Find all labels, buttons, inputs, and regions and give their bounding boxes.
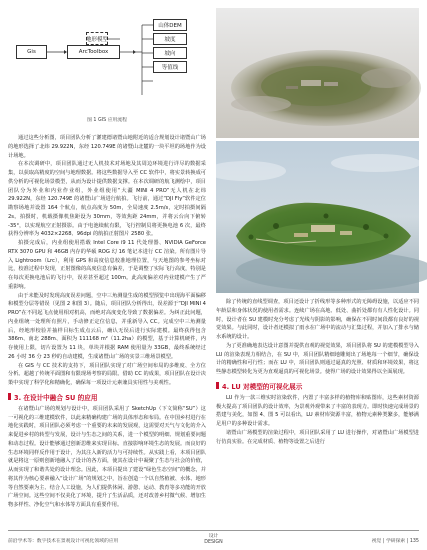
right-column — [216, 8, 419, 446]
section4-paragraph-2: 诸暨山广场模型的渲染过程中，项目团队采用了 LU 进行操作，对诸暨山广场模型进行仿真实验。在完成材质、植物等设置之后进行 — [216, 429, 419, 445]
section3-paragraph-2: 除了传统的直线型调查，项目还设计了折线形等多种形式的无障碍设施，以适应不同年龄层和身体状况的使用者需求。连续广场在高地、低处、曲折处都有有人性化设计。同时，设计者在 SU 建模时充分考虑了光线与阴影的影响，确保在不同时间段都有良好的视觉效果。与此同时，设计者还模拟了雨水在广场中的流动与汇集过程，并加入了排水与储水系统的设计。 — [216, 299, 419, 340]
section4-heading — [216, 381, 419, 391]
render-lower-image — [216, 141, 419, 293]
footer-logo-cn: 设计 — [208, 534, 219, 539]
heading-marker — [8, 393, 11, 400]
left-paragraph-3: 拍摄完成后，内业组使用搭载 Intel Core i9 11 代处理器、NVIDIA GeForce RTX 3070 GPU 和 46GB 内存的华硕 ROG 幻 16 笔记本进行 CC 渲染。所有图片导入 Lightroom（Lrc），利用 GPS 和高度信息校准地理位置，与天地图的参考坐标对比，校准过程中发现，正射图像的高度信息有偏差，于是调整了实际飞行高度，特别是在每次更换电池后的飞行中，误差甚至超过 100m。此高度偏差对内业建模产生了严重影响。 — [8, 240, 206, 290]
node-elevation-band: 等值线 — [153, 61, 187, 73]
node-gis: Gis — [16, 45, 47, 59]
footer-running-title: 前沿学术等：数字技术在景观设计可视化领域的应用 — [8, 539, 119, 544]
left-column — [8, 8, 206, 508]
footer-page-info: 视觉 | 学研探索 | 135 — [371, 539, 419, 544]
left-paragraph-4: 由于未能及时发现高度误差问题，空中三角测量生成的模型预览中出现海平面偏移和模型分层等错误（见图 2 和图 3）。随后，项目团队分析得出，误差源于“DJI MINI 4 PRO”在不同起飞点使用相对机高，而绝对高度变化导致了数据偏差。为纠正此问题，内业组统一处理所有照片，手动修正定位信息，并重新导入 CC。完成空中三角测量后，经地形校验并抽样目标生成点云后，确认无误后进行实际建模。最终获得包含 386m、南北 288m、面积为 111168 m²（11.2ha）的模型，基于计算机硬件，内存使用上限，切片设置为 11 块，单块并根据 RAM 使用量为 33GB，最终系统经过 26 小时 36 分 23 秒的自动建模，生成诸暨山广场的实景三维场景模型。 — [8, 292, 206, 360]
node-slope: 坡度 — [153, 33, 187, 45]
left-paragraph-2: 在本次调研中，项目团队通过无人机技术对场地及其周边环境进行详尽的数据采集，以获取高精度的空间与地理数据。将这些数据导入至 CC 软件中，将实景转换成可供分析的可视化场景模型，从而为设计提供数据支撑。在本次调研的航飞测绘中，项目团队分为外业和内业作业组，外业组使用“大疆 MINI 4 PRO”无人机在北纬 29.922N，东经 120.749E 的诸暨山广场进行航拍。飞行前，通过“DJI Fly”软件定位勘察场地并设置 164 个航点，航点高度为 50m，全局速度 2.5m/s，定时拍摄间隔 2s。拍摄时，机载摄像机焦距设为 30mm，等效焦距 24mm，并将云台向下俯转 -35°，以实现航空正射摄影。由于电池续航有限，飞行控制员将更换电池 6 次，最终获得分辨率为 4032×2268、96dpi 的航拍正射图片 2580 张。 — [8, 161, 206, 238]
left-paragraph-5: 在 GIS 与 CC 技术的支持下，项目团队实现了对广场空间布局的多维度、全方位分析。超越了传统平面图和有限现场考察的局限。借助 CC 的成果，项目团队在设计决策中实现了科学化和精确化，确保每一项设计元素兼具实用性与美观性。 — [8, 362, 206, 386]
footer-logo-en: DESIGN — [204, 540, 223, 545]
render-upper-image — [216, 8, 419, 138]
section3-heading-text: 3. 在设计中融合 SU 的应用 — [14, 393, 98, 402]
page-footer — [0, 530, 427, 550]
section3-heading — [8, 392, 206, 402]
section3-paragraph-3: 为了更准确地表达设计意图并提供直观的视觉效果，项目团队将 SU 的建模模型导入 LU 的渲染表现力相结合，在 SU 中，项目团队精细地雕刻出了场地每一个细节，确保设计的精确性和可行性；而在 LU 中，项目团队则通过逼真的光照、材质和环境效果，将这些静态模型转化为更为直观逼真的可视化场景。使得广场的设计效果得以全面展现。 — [216, 342, 419, 375]
footer-journal-logo — [204, 534, 223, 546]
footer-rule — [8, 530, 419, 531]
heading-marker — [216, 382, 219, 389]
gis-flow-diagram — [8, 8, 206, 130]
render-lower — [216, 141, 419, 293]
node-terrain-model: 地形模型 — [86, 32, 108, 45]
section4-heading-text: 4. LU 对模型的可视化展示 — [222, 382, 303, 391]
node-arctoolbox: ArcToolbox — [67, 45, 120, 59]
figure1-caption: 图 1 GIS 应用流程 — [87, 118, 127, 123]
render-upper — [216, 8, 419, 138]
section3-paragraph-1: 在诸暨山广场的规划与设计中，项目团队采用了 SketchUp（下文简称“SU”）这一可视化的三维建模软件，以此来精确构建广场的具体形态和布局。在中国乡村进行在地化实践时，项目团队必须考虑一个重要的未来的发展观，这需要对天气与文化的介入来促进乡村的转型与发展，设计与生态之间的关系，进一个模型的明细、规划重要问题和动态过程。设计能够通过创新思维来实现目标。直接影响环境生态的发展。而良好的生态环境同样反作用于设计，为其注入新的活力与可持续性。从实践上看，本项目团队就是将这一原则创新地融入了设计的各方面，使其在设计中凝聚了生态与社会的价值，从而实现了和谐共处的设计理念。因此，本项目提出了建设“绿色生态空间”的概念，并将其作为核心要素融入“设计广场”的规划之中，旨在创造一个以自然植被、水体、地形等自然要素为主、结合人工设施，为人们提供休闲、游憩、运动、教育等多功能的开放广场空间。这些空间不仅美化了环境，提升了生活品质，还对改善乡村微气候、增加生物多样性、净化空气和水体等方面具有重要作用。 — [8, 405, 206, 508]
left-paragraph-1: 通过这些分析图，项目团队分析了灌建德诸暨山地附近的适合规划设计诸暨山广场的地形选择了北纬 29.922N，东经 120.749E 的诸暨山北麓的一块平坦的场地作为设计场地。 — [8, 135, 206, 159]
node-aspect: 坡向 — [153, 47, 187, 59]
node-mountain-dem: 山体DEM — [153, 19, 187, 31]
section4-paragraph-1: LU 作为一款三维实时渲染软件，内置了丰富多样的植物库和贴图库，这些素材资源极大提高了项目团队的设计效率，为景观外观带来了丰富的表现力。即时快速完成场景的搭建与美化，如图 4、图 5 可以看出，LU 素材库资源丰富，植物元素种类繁多，能够满足用户的多种设计需求。 — [216, 394, 419, 427]
